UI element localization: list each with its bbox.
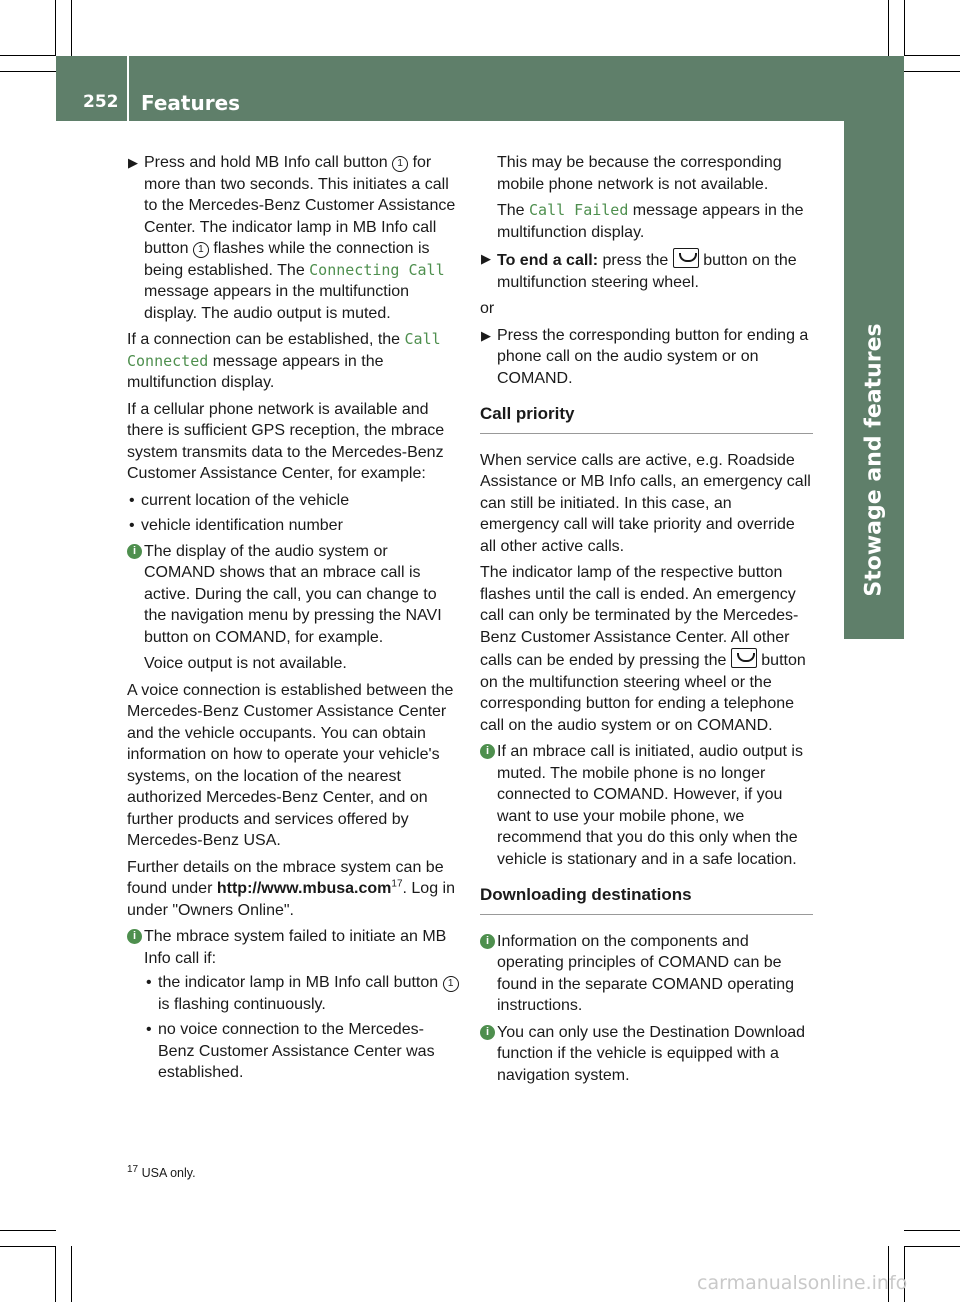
crop-mark bbox=[55, 1246, 56, 1302]
bullet-icon: • bbox=[129, 517, 135, 534]
paragraph: If a connection can be established, the Call Connected message appears in the multifunction display. bbox=[127, 330, 441, 391]
crop-mark bbox=[904, 55, 960, 56]
footnote-ref: 17 bbox=[391, 878, 403, 890]
paragraph: The indicator lamp of the respective button flashes until the call is ended. An emergency call can only be terminated by the Mercedes-Benz Customer Assistance Center. All other calls can be ended by pressing the button on the multifunction steering wheel or the corresponding button for ending a telephone call on the audio system or on COMAND. bbox=[480, 564, 806, 734]
crop-mark bbox=[888, 0, 889, 56]
list-item: • the indicator lamp in MB Info call button 1 is flashing continuously. bbox=[144, 972, 459, 1015]
left-column bbox=[127, 152, 459, 1089]
end-call-phone-icon bbox=[731, 648, 757, 668]
bullet-icon: • bbox=[146, 1021, 152, 1038]
section-heading: Downloading destinations bbox=[480, 884, 813, 915]
info-icon: i bbox=[127, 544, 142, 559]
info-icon: i bbox=[480, 1025, 495, 1040]
info-icon: i bbox=[480, 744, 495, 759]
info-note: i Information on the components and operating principles of COMAND can be found in the separate COMAND operating instructions. bbox=[480, 931, 813, 1017]
paragraph: A voice connection is established between the Mercedes-Benz Customer Assistance Center and the vehicle occupants. You can obtain information on how to operate your vehicle's systems, on the location of the nearest authorized Mercedes-Benz Center, and on further products and services offered by Mercedes-Benz USA. bbox=[127, 681, 454, 849]
instruction-step: ▶ Press the corresponding button for ending a phone call on the audio system or on COMAND. bbox=[481, 326, 809, 387]
button-number-icon: 1 bbox=[193, 242, 209, 258]
display-message: Connecting Call bbox=[309, 260, 445, 279]
crop-mark bbox=[0, 1246, 56, 1247]
header-divider bbox=[127, 56, 129, 121]
list-item: • no voice connection to the Mercedes-Benz Customer Assistance Center was established. bbox=[146, 1021, 435, 1081]
crop-mark bbox=[904, 71, 960, 72]
step-arrow-icon: ▶ bbox=[481, 327, 491, 343]
crop-mark bbox=[904, 1230, 960, 1231]
page-number: 252 bbox=[83, 92, 119, 112]
end-call-phone-icon bbox=[673, 248, 699, 268]
step-arrow-icon: ▶ bbox=[128, 155, 138, 170]
info-continuation: This may be because the corresponding mobile phone network is not available. The Call Failed message appears in the multifunction display. bbox=[497, 154, 804, 241]
list-item: • current location of the vehicle bbox=[127, 490, 459, 512]
crop-mark bbox=[55, 0, 56, 56]
crop-mark bbox=[0, 55, 56, 56]
side-tab-label: Stowage and features bbox=[861, 323, 887, 597]
website-link[interactable]: http://www.mbusa.com bbox=[216, 880, 392, 897]
instruction-step: ▶ Press and hold MB Info call button 1 for more than two seconds. This initiates a call to the Mercedes-Benz Customer Assistance Center. The indicator lamp in MB Info call button 1 flashes while the connection is being established. The Connecting Call message appears in the multifunction display. The audio output is muted. bbox=[128, 154, 456, 322]
info-note: i If an mbrace call is initiated, audio output is muted. The mobile phone is no longer connected to COMAND. However, if you want to use your mobile phone, we recommend that you do this only when the vehicle is stationary and in a safe location. bbox=[480, 741, 813, 870]
info-icon: i bbox=[127, 929, 142, 944]
right-column bbox=[480, 152, 813, 1091]
section-heading: Call priority bbox=[480, 403, 813, 434]
paragraph: or bbox=[480, 300, 495, 317]
watermark: carmanualsonline.info bbox=[697, 1272, 908, 1294]
section-title: Features bbox=[141, 91, 241, 115]
crop-mark bbox=[71, 0, 72, 56]
bullet-icon: • bbox=[129, 491, 135, 509]
crop-mark bbox=[904, 1246, 960, 1247]
paragraph: When service calls are active, e.g. Roadside Assistance or MB Info calls, an emergency call can still be initiated. In this case, an emergency call will take priority and override all other active calls. bbox=[480, 451, 811, 555]
paragraph: If a cellular phone network is available and there is sufficient GPS reception, the mbrace system transmits data to the Mercedes-Benz Customer Assistance Center, for example: bbox=[127, 400, 445, 482]
info-note: i You can only use the Destination Download function if the vehicle is equipped with a navigation system. bbox=[480, 1022, 813, 1087]
info-icon: i bbox=[480, 934, 495, 949]
info-note: i The display of the audio system or COMAND shows that an mbrace call is active. During the call, you can change to the navigation menu by pressing the NAVI button on COMAND, for example. Voice output is not available. bbox=[127, 541, 459, 675]
display-message: Call Connected bbox=[127, 330, 441, 370]
instruction-step: ▶ To end a call: press the button on the multifunction steering wheel. bbox=[480, 248, 813, 293]
info-note: i The mbrace system failed to initiate an MB Info call if: • the indicator lamp in MB Info call button 1 is flashing continuously. • no voice connection to the Mercedes-Benz Customer Assistance Center was established. bbox=[127, 926, 459, 1084]
crop-mark bbox=[71, 1246, 72, 1302]
paragraph: Further details on the mbrace system can be found under http://www.mbusa.com$^{17}$. Log in under "Owners Online". bbox=[127, 858, 455, 919]
crop-mark bbox=[0, 1230, 56, 1231]
crop-mark bbox=[0, 71, 56, 72]
bullet-icon: • bbox=[146, 974, 152, 991]
list-item: • vehicle identification number bbox=[127, 515, 459, 537]
button-number-icon: 1 bbox=[443, 976, 459, 992]
display-message: Call Failed bbox=[529, 201, 629, 219]
footnote: $^{17}$ USA only. bbox=[127, 1163, 196, 1180]
crop-mark bbox=[904, 0, 905, 56]
step-arrow-icon: ▶ bbox=[481, 251, 491, 266]
button-number-icon: 1 bbox=[392, 156, 408, 172]
